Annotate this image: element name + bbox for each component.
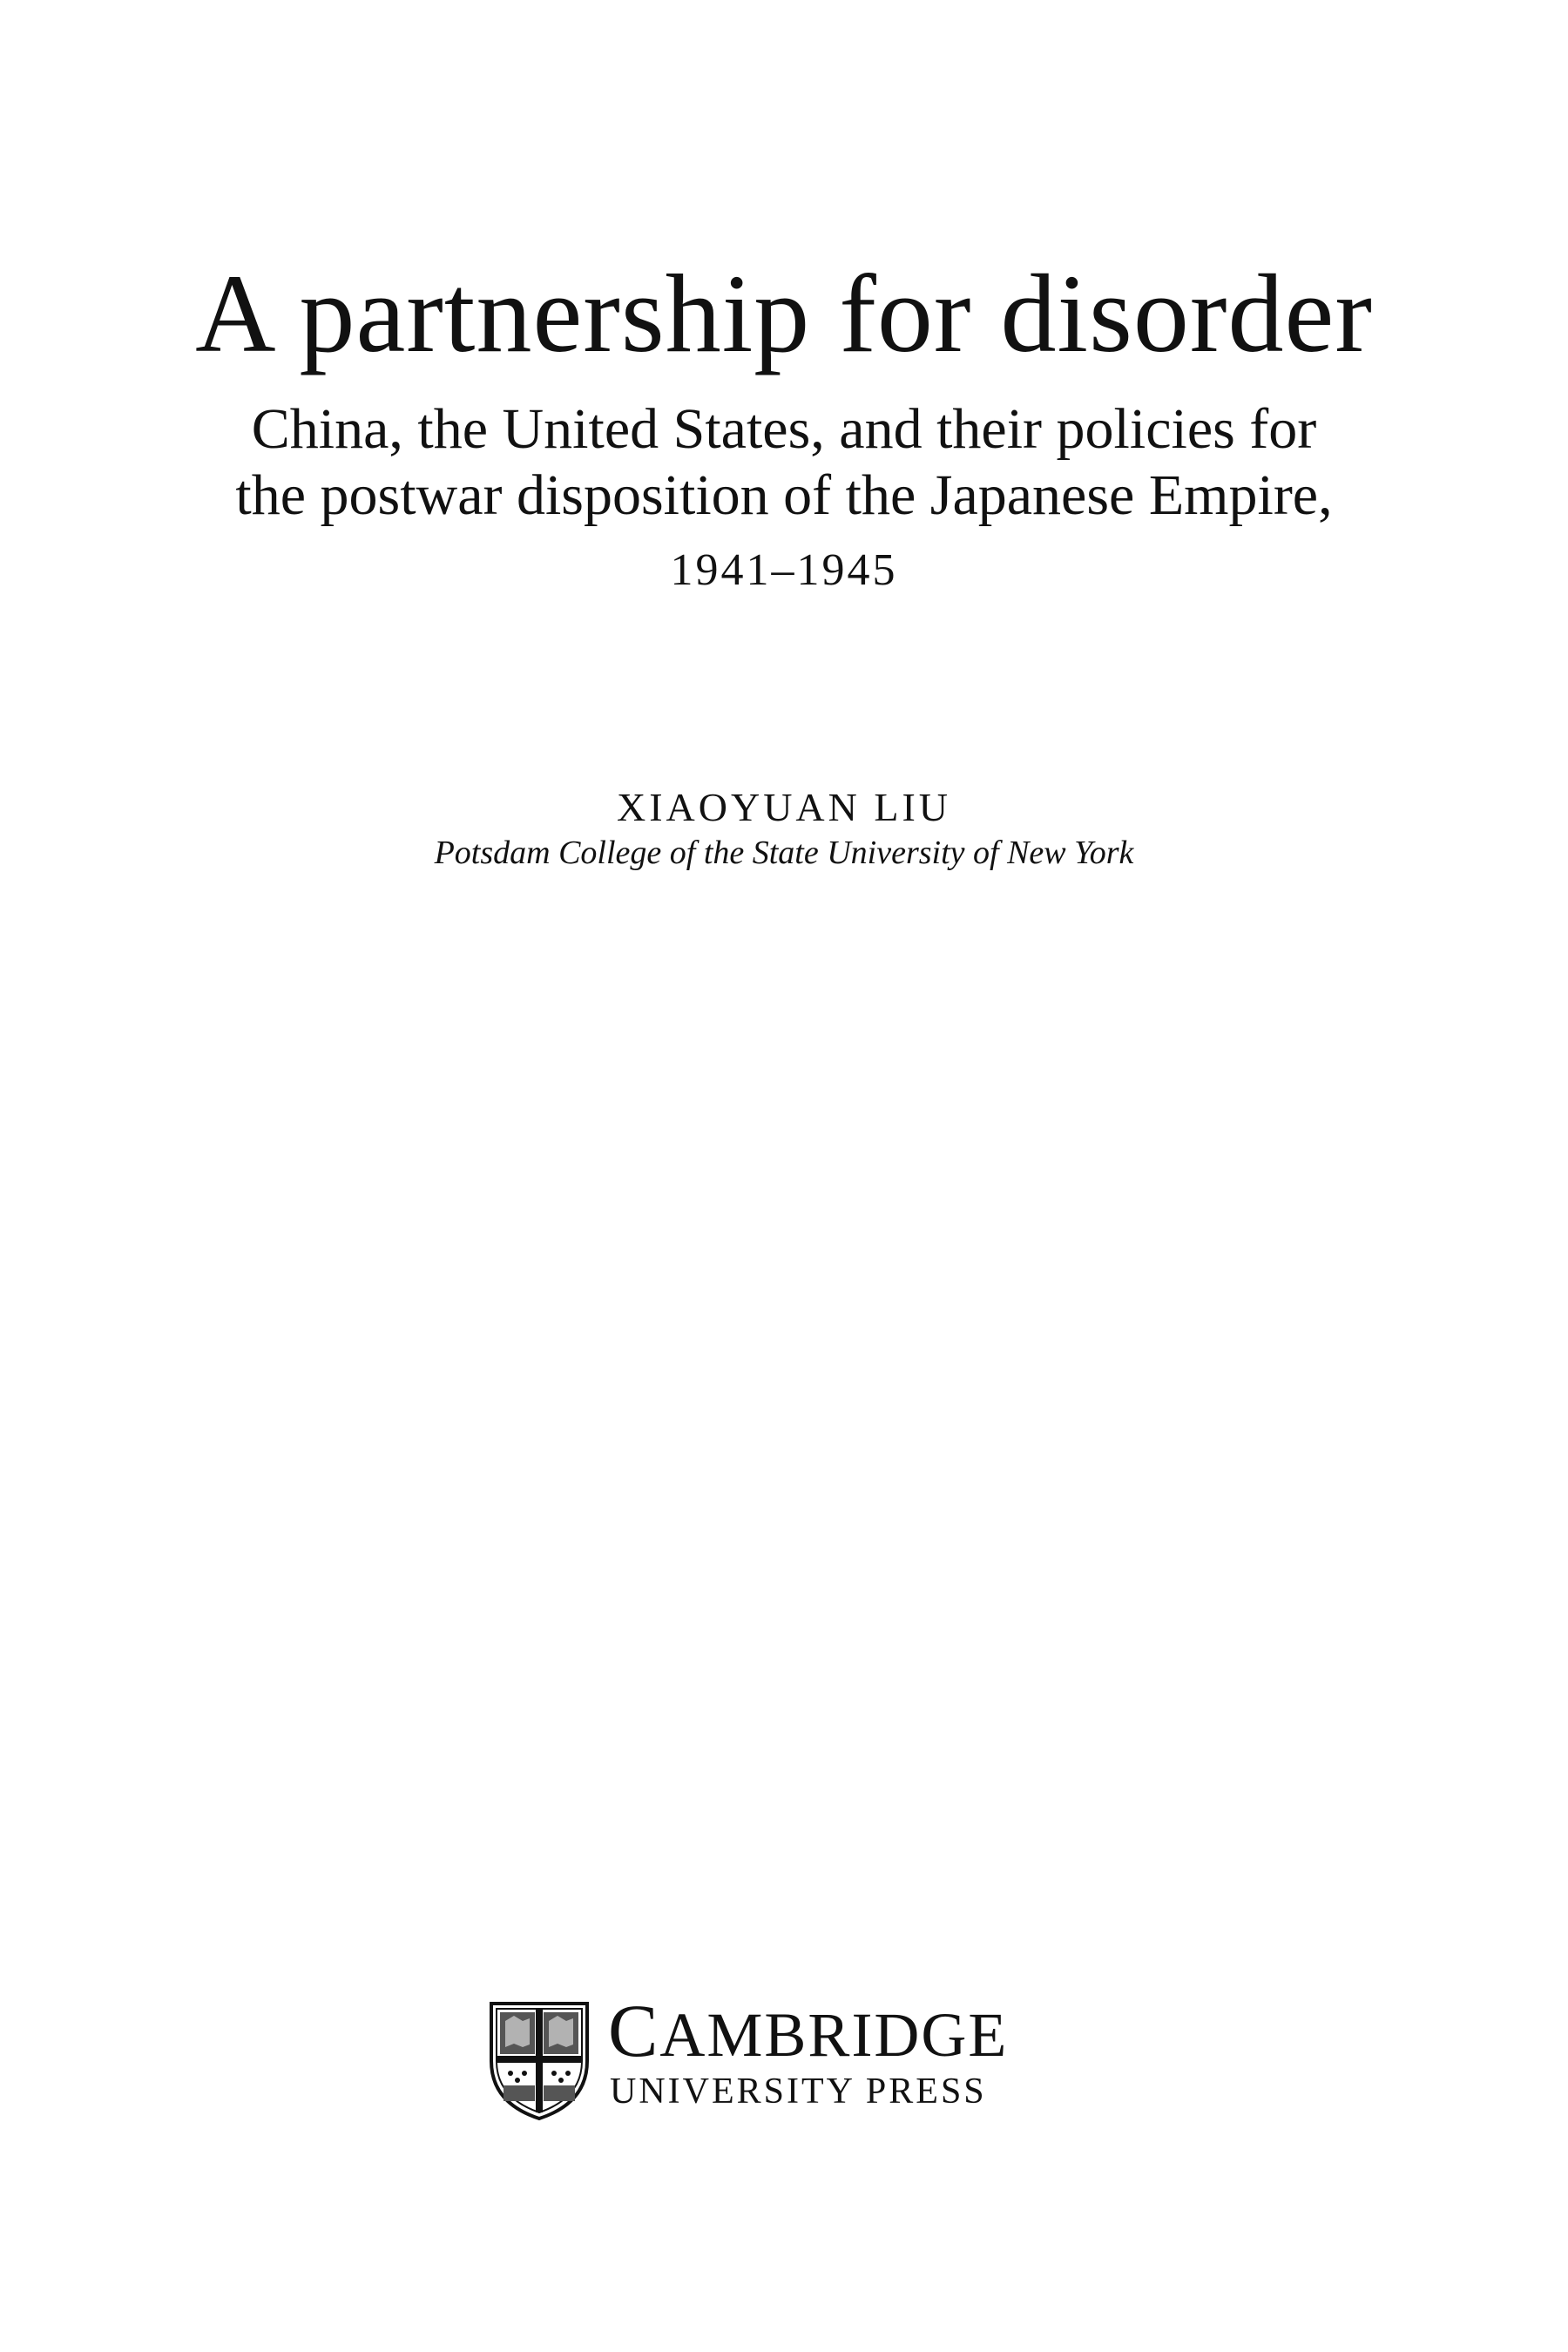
cambridge-crest-icon [488,2000,591,2122]
book-title: A partnership for disorder [195,252,1373,375]
subtitle-line: China, the United States, and their policies for [251,397,1317,461]
publisher-name-rest: AMBRIDGE [659,2000,1009,2070]
author-affiliation: Potsdam College of the State University of New York [434,835,1134,871]
publisher-imprint [488,1989,1045,2134]
publisher-name-initial: C [608,1989,660,2072]
publisher-name [608,1989,1009,2072]
author-name: XIAOYUAN LIU [617,785,951,829]
publisher-subname: UNIVERSITY PRESS [610,2072,987,2112]
subtitle-line: the postwar disposition of the Japanese Empire, [235,463,1333,527]
date-range: 1941–1945 [670,545,898,595]
book-subtitle [0,396,1568,529]
